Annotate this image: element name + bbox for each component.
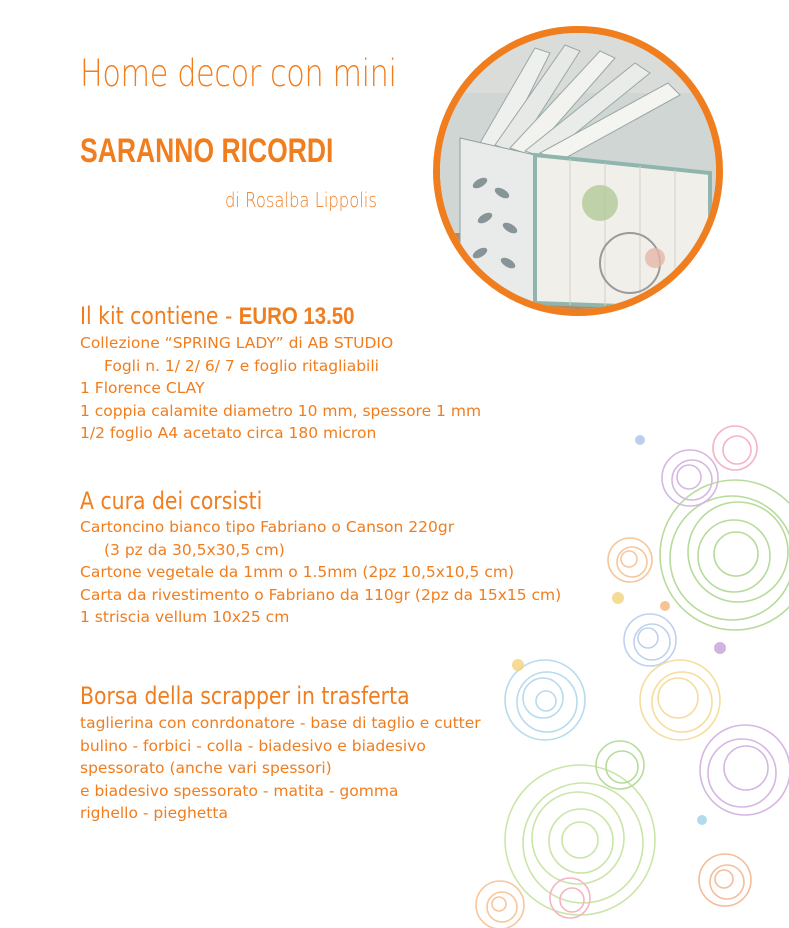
- list-item: e biadesivo spessorato - matita - gomma: [80, 781, 399, 800]
- list-item: spessorato (anche vari spessori): [80, 759, 332, 777]
- scribble-circle: [660, 480, 789, 630]
- list-item: taglierina con conrdonatore - base di taglio e cutter: [80, 714, 481, 732]
- dot: [697, 815, 707, 825]
- list-item: bulino - forbici - colla - biadesivo e biadesivo: [80, 736, 426, 755]
- dot: [660, 601, 670, 611]
- scribble-circle: [662, 450, 718, 506]
- kit-list: [80, 332, 481, 445]
- borsa-heading: Borsa della scrapper in trasferta: [80, 682, 410, 710]
- scribble-circle: [505, 765, 655, 915]
- list-item: (3 pz da 30,5x30,5 cm): [104, 540, 285, 559]
- list-item: 1/2 foglio A4 acetato circa 180 micron: [80, 424, 377, 442]
- scribble-circle: [699, 854, 751, 906]
- scribble-circle: [608, 538, 652, 582]
- dot: [635, 435, 645, 445]
- mini-album-image: [440, 33, 716, 309]
- scribble-circle: [596, 741, 644, 789]
- list-item: Collezione “SPRING LADY” di AB STUDIO: [80, 334, 394, 352]
- list-item: Carta da rivestimento o Fabriano da 110gr (2pz da 15x15 cm): [80, 585, 562, 604]
- kit-heading: [80, 302, 354, 331]
- page-subtitle: SARANNO RICORDI: [80, 132, 334, 170]
- corsisti-list: [80, 516, 561, 629]
- list-item: righello - pieghetta: [80, 804, 228, 822]
- kit-price: EURO 13.50: [238, 303, 355, 330]
- list-item: 1 striscia vellum 10x25 cm: [80, 608, 290, 626]
- scribble-circle: [640, 660, 720, 740]
- scribble-circle: [624, 614, 676, 666]
- scribble-circle: [550, 878, 590, 918]
- kit-heading-label: Il kit contiene -: [80, 302, 239, 330]
- list-item: Fogli n. 1/ 2/ 6/ 7 e foglio ritagliabili: [104, 356, 379, 375]
- product-photo: [433, 26, 723, 316]
- dot: [612, 592, 624, 604]
- scribble-circle: [505, 660, 585, 740]
- dot: [512, 659, 524, 671]
- scribble-circle: [700, 725, 789, 815]
- list-item: 1 Florence CLAY: [80, 379, 205, 397]
- scribble-circle: [476, 881, 524, 928]
- corsisti-heading: A cura dei corsisti: [80, 487, 263, 515]
- list-item: 1 coppia calamite diametro 10 mm, spessore 1 mm: [80, 401, 482, 420]
- list-item: Cartone vegetale da 1mm o 1.5mm (2pz 10,5x10,5 cm): [80, 563, 515, 581]
- page-title: Home decor con mini: [80, 52, 397, 95]
- author-credit: di Rosalba Lippolis: [225, 188, 377, 212]
- scribble-circle: [713, 426, 757, 470]
- list-item: Cartoncino bianco tipo Fabriano o Canson 220gr: [80, 518, 455, 536]
- dot: [714, 642, 726, 654]
- borsa-list: [80, 712, 481, 825]
